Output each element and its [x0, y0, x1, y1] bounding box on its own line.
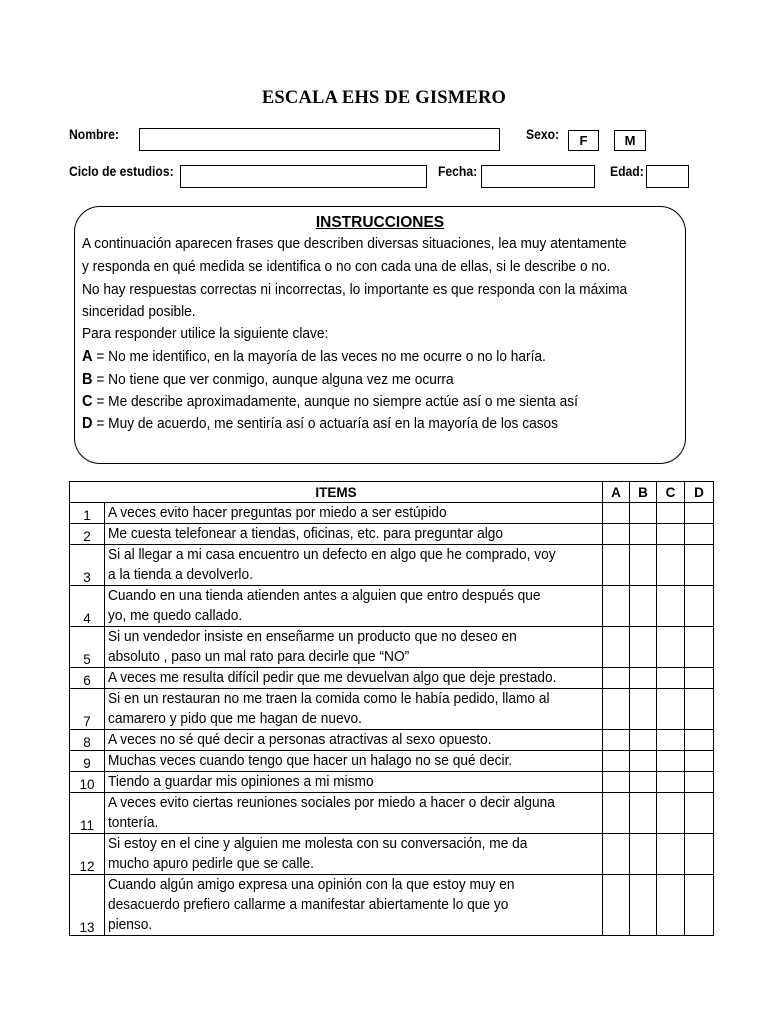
item-text-line: Cuando en una tienda atienden antes a alguien que entro después que: [108, 588, 541, 604]
item-text: [105, 545, 603, 586]
item-text: [105, 834, 603, 875]
answer-cell-c[interactable]: [657, 730, 685, 751]
answer-cell-d[interactable]: [685, 503, 714, 524]
ciclo-input[interactable]: [180, 165, 427, 188]
table-row: [70, 751, 714, 772]
item-text: [105, 503, 603, 524]
instructions-heading: INSTRUCCIONES: [315, 214, 445, 231]
instructions-line: A continuación aparecen frases que describen diversas situaciones, lea muy atentamente: [82, 236, 627, 252]
item-number: 11: [70, 793, 105, 834]
item-text-line: A veces evito hacer preguntas por miedo a ser estúpido: [108, 505, 447, 521]
sexo-label: Sexo:: [526, 127, 560, 142]
answer-cell-b[interactable]: [630, 689, 657, 730]
table-row: [70, 545, 714, 586]
item-number: 3: [70, 545, 105, 586]
answer-cell-c[interactable]: [657, 586, 685, 627]
item-text-line: A veces me resulta difícil pedir que me devuelvan algo que deje prestado.: [108, 670, 557, 686]
edad-label: Edad:: [610, 164, 644, 179]
ciclo-label: Ciclo de estudios:: [69, 164, 174, 179]
table-row: [70, 524, 714, 545]
answer-cell-d[interactable]: [685, 875, 714, 936]
item-number: 5: [70, 627, 105, 668]
answer-cell-a[interactable]: [603, 875, 630, 936]
table-row: [70, 689, 714, 730]
answer-cell-a[interactable]: [603, 730, 630, 751]
item-text: [105, 730, 603, 751]
answer-cell-b[interactable]: [630, 503, 657, 524]
key-line-c: [82, 393, 578, 411]
item-number: 10: [70, 772, 105, 793]
sexo-option-m[interactable]: M: [614, 130, 646, 151]
answer-cell-a[interactable]: [603, 545, 630, 586]
key-letter: C: [82, 393, 93, 410]
answer-cell-d[interactable]: [685, 834, 714, 875]
instructions-line: y responda en qué medida se identifica o no con cada una de ellas, si le describe o no.: [82, 259, 611, 275]
item-text-line: absoluto , paso un mal rato para decirle que “NO”: [108, 649, 410, 665]
table-row: [70, 730, 714, 751]
answer-cell-c[interactable]: [657, 875, 685, 936]
item-text-line: Si un vendedor insiste en enseñarme un producto que no deseo en: [108, 629, 517, 645]
header-c: C: [657, 482, 685, 503]
answer-cell-b[interactable]: [630, 875, 657, 936]
item-number: 2: [70, 524, 105, 545]
answer-cell-c[interactable]: [657, 524, 685, 545]
item-text-line: A veces evito ciertas reuniones sociales por miedo a hacer o decir alguna: [108, 795, 555, 811]
item-number: 8: [70, 730, 105, 751]
answer-cell-b[interactable]: [630, 524, 657, 545]
answer-cell-b[interactable]: [630, 668, 657, 689]
answer-cell-c[interactable]: [657, 772, 685, 793]
answer-cell-b[interactable]: [630, 586, 657, 627]
table-header-row: [70, 482, 714, 503]
answer-cell-a[interactable]: [603, 751, 630, 772]
header-items: ITEMS: [70, 482, 603, 503]
key-letter: D: [82, 415, 93, 432]
header-d: D: [685, 482, 714, 503]
item-number: 1: [70, 503, 105, 524]
key-text: = Me describe aproximadamente, aunque no siempre actúe así o me sienta así: [92, 394, 578, 410]
nombre-label: Nombre:: [69, 127, 119, 142]
answer-cell-d[interactable]: [685, 668, 714, 689]
answer-cell-d[interactable]: [685, 751, 714, 772]
answer-cell-c[interactable]: [657, 834, 685, 875]
item-number: 12: [70, 834, 105, 875]
key-letter: A: [82, 348, 93, 365]
answer-cell-a[interactable]: [603, 772, 630, 793]
answer-cell-a[interactable]: [603, 689, 630, 730]
table-row: [70, 668, 714, 689]
answer-cell-b[interactable]: [630, 772, 657, 793]
item-text: [105, 875, 603, 936]
table-row: [70, 503, 714, 524]
page-title: ESCALA EHS DE GISMERO: [261, 88, 507, 108]
answer-cell-b[interactable]: [630, 627, 657, 668]
sexo-option-f[interactable]: F: [568, 130, 599, 151]
answer-cell-c[interactable]: [657, 668, 685, 689]
item-text-line: Me cuesta telefonear a tiendas, oficinas, etc. para preguntar algo: [108, 526, 504, 542]
nombre-input[interactable]: [139, 128, 500, 151]
table-row: [70, 586, 714, 627]
item-text-line: mucho apuro pedirle que se calle.: [108, 856, 314, 872]
item-text-line: Si estoy en el cine y alguien me molesta con su conversación, me da: [108, 836, 528, 852]
item-text: [105, 772, 603, 793]
item-text: [105, 627, 603, 668]
answer-cell-d[interactable]: [685, 586, 714, 627]
answer-cell-c[interactable]: [657, 545, 685, 586]
key-letter: B: [82, 371, 93, 388]
answer-cell-d[interactable]: [685, 793, 714, 834]
item-text: [105, 586, 603, 627]
answer-cell-a[interactable]: [603, 793, 630, 834]
item-text-line: pienso.: [108, 917, 153, 933]
answer-cell-d[interactable]: [685, 524, 714, 545]
item-text-line: tontería.: [108, 815, 159, 831]
instructions-line: sinceridad posible.: [82, 304, 196, 320]
item-text-line: Cuando algún amigo expresa una opinión con la que estoy muy en: [108, 877, 515, 893]
edad-input[interactable]: [646, 165, 689, 188]
answer-cell-c[interactable]: [657, 793, 685, 834]
answer-cell-d[interactable]: [685, 689, 714, 730]
item-text-line: yo, me quedo callado.: [108, 608, 243, 624]
fecha-input[interactable]: [481, 165, 595, 188]
answer-cell-a[interactable]: [603, 627, 630, 668]
answer-cell-a[interactable]: [603, 524, 630, 545]
item-text-line: desacuerdo prefiero callarme a manifestar abiertamente lo que yo: [108, 897, 509, 913]
item-number: 9: [70, 751, 105, 772]
item-text-line: Tiendo a guardar mis opiniones a mi mismo: [108, 774, 374, 790]
item-text-line: camarero y pido que me hagan de nuevo.: [108, 711, 362, 727]
answer-cell-b[interactable]: [630, 545, 657, 586]
item-text: [105, 751, 603, 772]
answer-cell-d[interactable]: [685, 772, 714, 793]
table-row: [70, 875, 714, 936]
item-text: [105, 793, 603, 834]
answer-cell-a[interactable]: [603, 668, 630, 689]
table-row: [70, 834, 714, 875]
answer-cell-d[interactable]: [685, 545, 714, 586]
header-b: B: [630, 482, 657, 503]
instructions-box: [74, 206, 686, 464]
item-text: [105, 689, 603, 730]
key-line-b: [82, 371, 454, 389]
answer-cell-a[interactable]: [603, 586, 630, 627]
item-text-line: a la tienda a devolverlo.: [108, 567, 253, 583]
answer-cell-b[interactable]: [630, 730, 657, 751]
item-text-line: Si en un restauran no me traen la comida como le había pedido, llamo al: [108, 691, 550, 707]
answer-cell-b[interactable]: [630, 751, 657, 772]
answer-cell-a[interactable]: [603, 503, 630, 524]
key-text: = No tiene que ver conmigo, aunque alguna vez me ocurra: [92, 372, 454, 388]
key-text: = Muy de acuerdo, me sentiría así o actuaría así en la mayoría de los casos: [92, 416, 559, 432]
key-line-d: [82, 415, 558, 433]
instructions-line: No hay respuestas correctas ni incorrectas, lo importante es que responda con la máxima: [82, 282, 628, 298]
items-table: [69, 481, 714, 936]
item-text-line: Si al llegar a mi casa encuentro un defecto en algo que he comprado, voy: [108, 547, 556, 563]
header-a: A: [603, 482, 630, 503]
item-number: 4: [70, 586, 105, 627]
answer-cell-c[interactable]: [657, 627, 685, 668]
item-number: 13: [70, 875, 105, 936]
answer-cell-c[interactable]: [657, 751, 685, 772]
key-text: = No me identifico, en la mayoría de las veces no me ocurre o no lo haría.: [92, 349, 546, 365]
item-text-line: A veces no sé qué decir a personas atractivas al sexo opuesto.: [108, 732, 492, 748]
answer-cell-b[interactable]: [630, 834, 657, 875]
item-text: [105, 668, 603, 689]
answer-cell-a[interactable]: [603, 834, 630, 875]
answer-cell-c[interactable]: [657, 503, 685, 524]
table-row: [70, 772, 714, 793]
answer-cell-b[interactable]: [630, 793, 657, 834]
answer-cell-c[interactable]: [657, 689, 685, 730]
item-number: 7: [70, 689, 105, 730]
key-line-a: [82, 348, 546, 366]
instructions-line: Para responder utilice la siguiente clave:: [82, 326, 329, 342]
answer-cell-d[interactable]: [685, 627, 714, 668]
item-text: [105, 524, 603, 545]
table-row: [70, 627, 714, 668]
item-number: 6: [70, 668, 105, 689]
item-text-line: Muchas veces cuando tengo que hacer un halago no se qué decir.: [108, 753, 513, 769]
fecha-label: Fecha:: [438, 164, 478, 179]
answer-cell-d[interactable]: [685, 730, 714, 751]
table-row: [70, 793, 714, 834]
